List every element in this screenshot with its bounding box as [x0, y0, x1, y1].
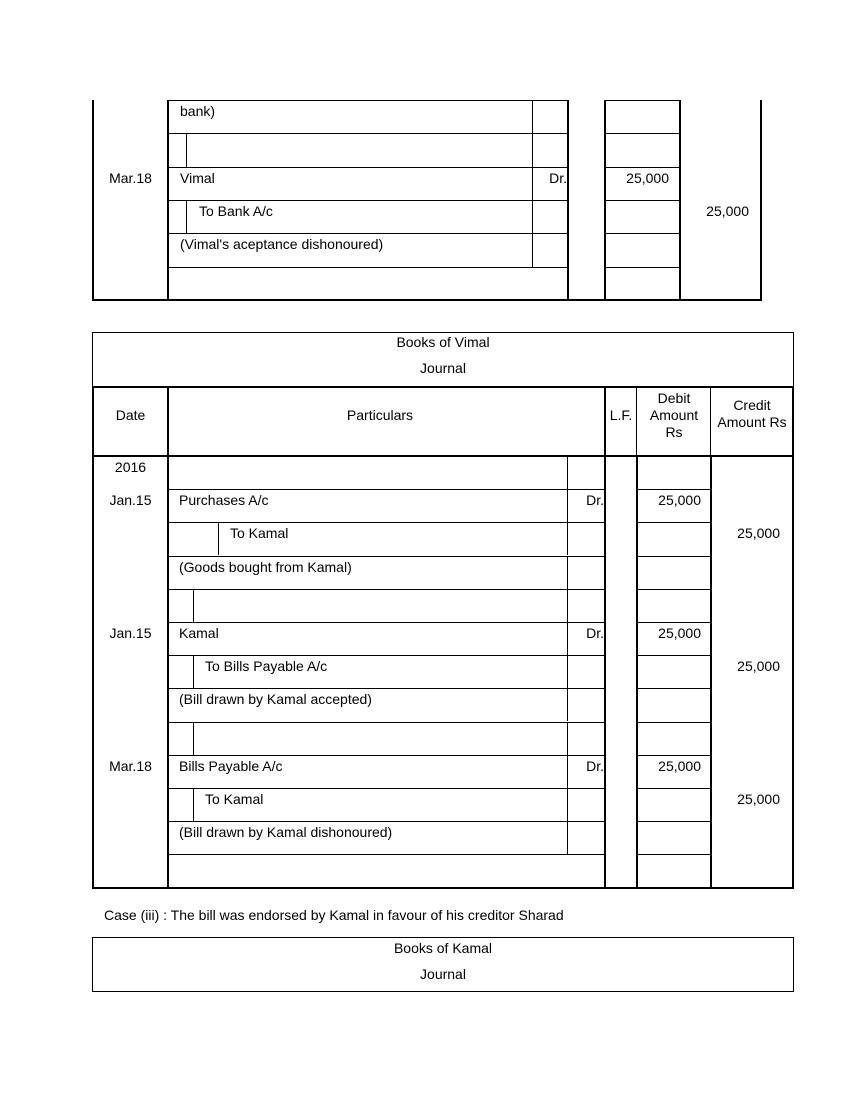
top-row-particulars: To Bank A/c [199, 202, 273, 219]
journal-row-particulars: Kamal [179, 625, 219, 641]
header-credit: Credit Amount Rs [717, 397, 787, 430]
journal-row-credit: 25,000 [737, 658, 780, 674]
journal-row-particulars: To Bills Payable A/c [205, 658, 328, 674]
journal-row-credit: 25,000 [737, 791, 780, 807]
journal-row-particulars: To Kamal [230, 525, 289, 541]
top-row-dr: Dr. [549, 169, 567, 186]
top-row-particulars: bank) [180, 103, 216, 119]
journal-row-date: Jan.15 [109, 625, 152, 641]
journal-row-dr: Dr. [586, 758, 604, 774]
vimal-book-title: Books of Vimal [396, 334, 490, 350]
journal-row-particulars: Bills Payable A/c [179, 758, 283, 774]
top-row-credit: 25,000 [706, 202, 749, 219]
top-row-particulars: (Vimal's aceptance dishonoured) [180, 236, 384, 253]
journal-row-particulars: To Kamal [205, 791, 264, 807]
journal-row-date: 2016 [114, 459, 147, 475]
journal-row-debit: 25,000 [658, 758, 701, 774]
header-particulars: Particulars [346, 407, 414, 423]
journal-row-date: Jan.15 [109, 492, 152, 508]
kamal-book-title: Books of Kamal [393, 940, 493, 956]
case-description: Case (iii) : The bill was endorsed by Kamal in favour of his creditor Sharad [104, 907, 564, 923]
journal-row-date: Mar.18 [109, 758, 152, 774]
journal-row-debit: 25,000 [658, 492, 701, 508]
journal-row-debit: 25,000 [658, 625, 701, 641]
journal-row-particulars: (Bill drawn by Kamal dishonoured) [179, 824, 393, 840]
journal-row-particulars: Purchases A/c [179, 492, 269, 508]
journal-row-particulars: (Bill drawn by Kamal accepted) [179, 691, 372, 707]
header-date: Date [115, 407, 146, 423]
kamal-journal-title: Journal [420, 966, 466, 982]
top-row-debit: 25,000 [626, 169, 669, 186]
journal-row-dr: Dr. [586, 492, 604, 508]
header-lf: L.F. [609, 407, 633, 423]
top-row-date: Mar.18 [109, 169, 152, 186]
vimal-journal-title: Journal [420, 360, 466, 376]
header-debit: Debit Amount Rs [649, 390, 699, 440]
journal-row-credit: 25,000 [737, 525, 780, 541]
journal-row-particulars: (Goods bought from Kamal) [179, 559, 352, 575]
top-row-particulars: Vimal [180, 169, 215, 186]
journal-row-dr: Dr. [586, 625, 604, 641]
